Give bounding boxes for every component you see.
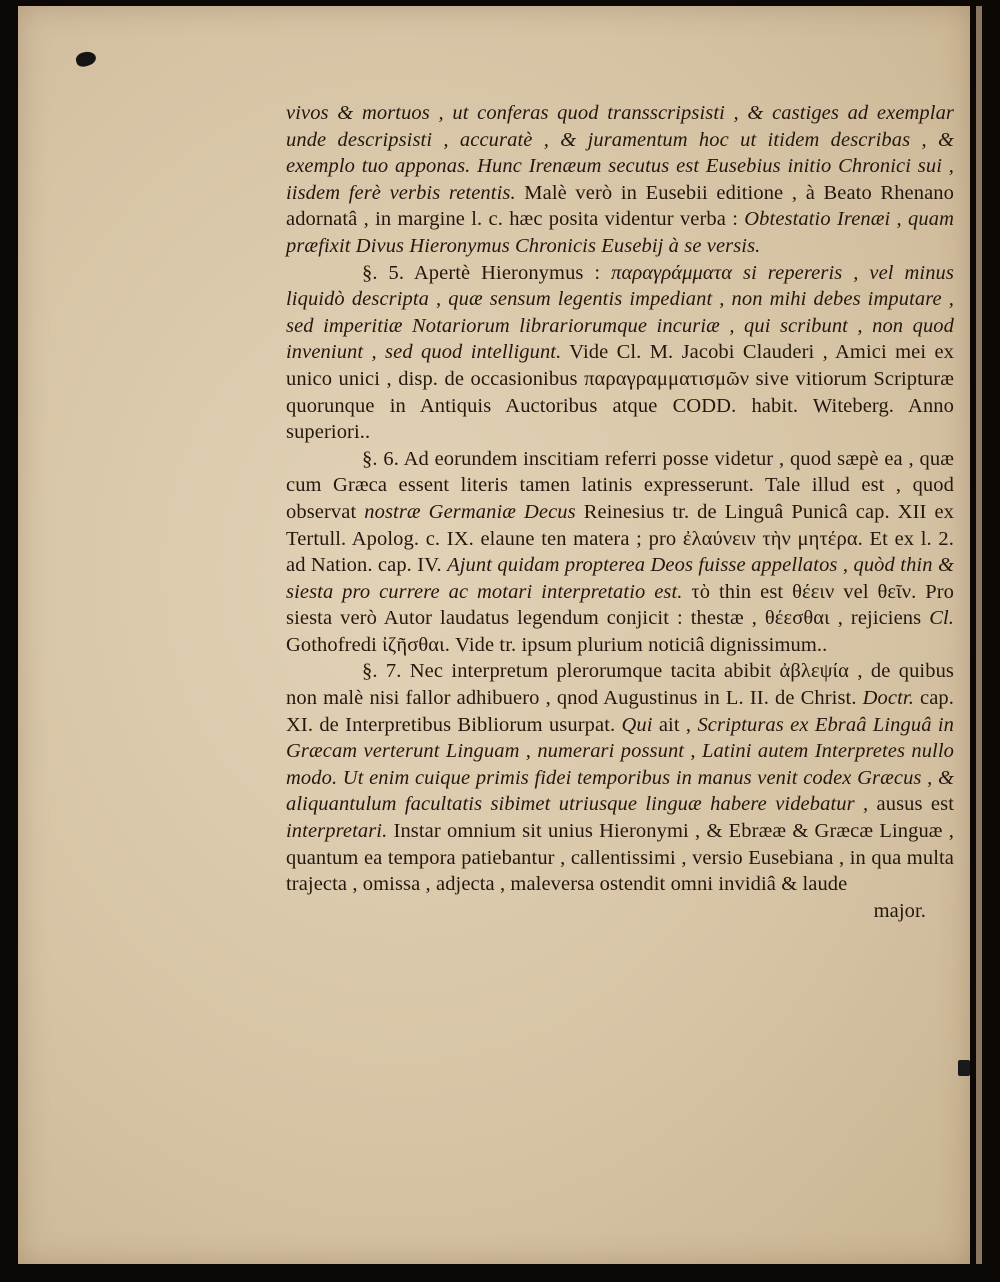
text-run: §. 7. Nec interpretum plerorumque tacita abibit ἀβλεψία , de quibus non malè nisi fallor adhibuero , qnod Augustinus in L. II. de Christ. (286, 660, 954, 710)
text-run: Vide Cl. M. Jacobi Clauderi , Amici mei ex unico unici , disp. de occasionibus παραγραμματισμῶν sive vitiorum Scripturæ quorunque in Antiquis Auctoribus atque CODD. habit. Witeberg. Anno superiori.. (286, 341, 954, 444)
text-run: §. 6. Ad eorundem inscitiam referri posse videtur , quod sæpè ea , quæ cum Græca essent literis tamen latinis expresserunt. Tale illud est , quod observat (286, 447, 954, 523)
text-run: Gothofredi ἰζῆσθαι. Vide tr. ipsum plurium noticiâ dignissimum.. (286, 633, 828, 656)
paragraph (286, 260, 954, 446)
text-run: Reinesius tr. de Linguâ Punicâ cap. XII ex Tertull. Apolog. c. IX. elaune ten matera ; pro ἐλαύνειν τὴν μητέρα. Et ex l. 2. ad Nation. cap. IV. (286, 500, 954, 577)
italic-text-run: interpretari. (286, 820, 388, 843)
text-run: ausus est (868, 793, 954, 816)
catchword: major. (873, 899, 926, 922)
paragraph (286, 446, 954, 659)
text-run: τὸ thin est θέειν vel θεῖν. Pro siesta verò Autor laudatus legendum conjicit : thestæ , θέεσθαι , rejiciens (286, 580, 954, 630)
text-run: §. 5. Apertè Hieronymus : (362, 261, 612, 284)
page-edge (976, 6, 982, 1264)
italic-text-run: Doctr. (862, 687, 914, 710)
italic-text-run: Qui (621, 713, 653, 736)
italic-text-run: nostræ Germaniæ Decus (364, 500, 576, 523)
text-run: Instar omnium sit unius Hieronymi , & Ebrææ & Græcæ Linguæ , quantum ea tempora patiebantur , callentissimi , versio Eusebiana , in qua multa trajecta , omissa , adjecta , maleversa ostendit omni invidiâ & laude (286, 820, 954, 896)
italic-text-run: vivos & mortuos , ut conferas quod transscripsisti , & castiges ad exemplar unde descripsisti , accuratè , & juramentum hoc ut itidem describas , & exemplo tuo apponas. Hunc Irenæum secutus est Eusebius initio Chronici sui , iisdem ferè verbis retentis. (286, 102, 954, 204)
paragraph (286, 100, 954, 260)
italic-text-run: Cl. (929, 607, 954, 630)
text-run: cap. XI. de Interpretibus Bibliorum usurpat. (286, 687, 954, 736)
text-run: Malè verò in Eusebii editione , à Beato Rhenano adornatâ , in margine l. c. hæc posita videntur verba : (286, 181, 954, 231)
italic-text-run: παραγράμματα si repereris , vel minus liquidò descripta , quæ sensum legentis impediant , non mihi debes imputare , sed imperitiæ Notariorum librariorumque incuriæ , qui scribunt , non quod inveniunt , sed quod intelligunt. (286, 261, 954, 364)
page-text-block (286, 100, 954, 924)
italic-text-run: Obtestatio Irenæi , quam præfixit Divus Hieronymus Chronicis Eusebij à se versis. (286, 208, 954, 257)
paragraph (286, 658, 954, 897)
edge-tab-mark (958, 1060, 970, 1076)
text-run: ait , (652, 713, 698, 736)
italic-text-run: Scripturas ex Ebraâ Linguâ in Græcam verterunt Linguam , numerari possunt , Latini autem Interpretes nullo modo. Ut enim cuique primis fidei temporibus in manus venit codex Græcus , & aliquantulum facultatis sibimet utriusque linguæ habere videbatur , (286, 713, 954, 816)
book-page (18, 6, 970, 1264)
ink-blot-mark (75, 50, 98, 68)
italic-text-run: Ajunt quidam propterea Deos fuisse appellatos , quòd thin & siesta pro currere ac motari interpretatio est. (286, 554, 954, 603)
